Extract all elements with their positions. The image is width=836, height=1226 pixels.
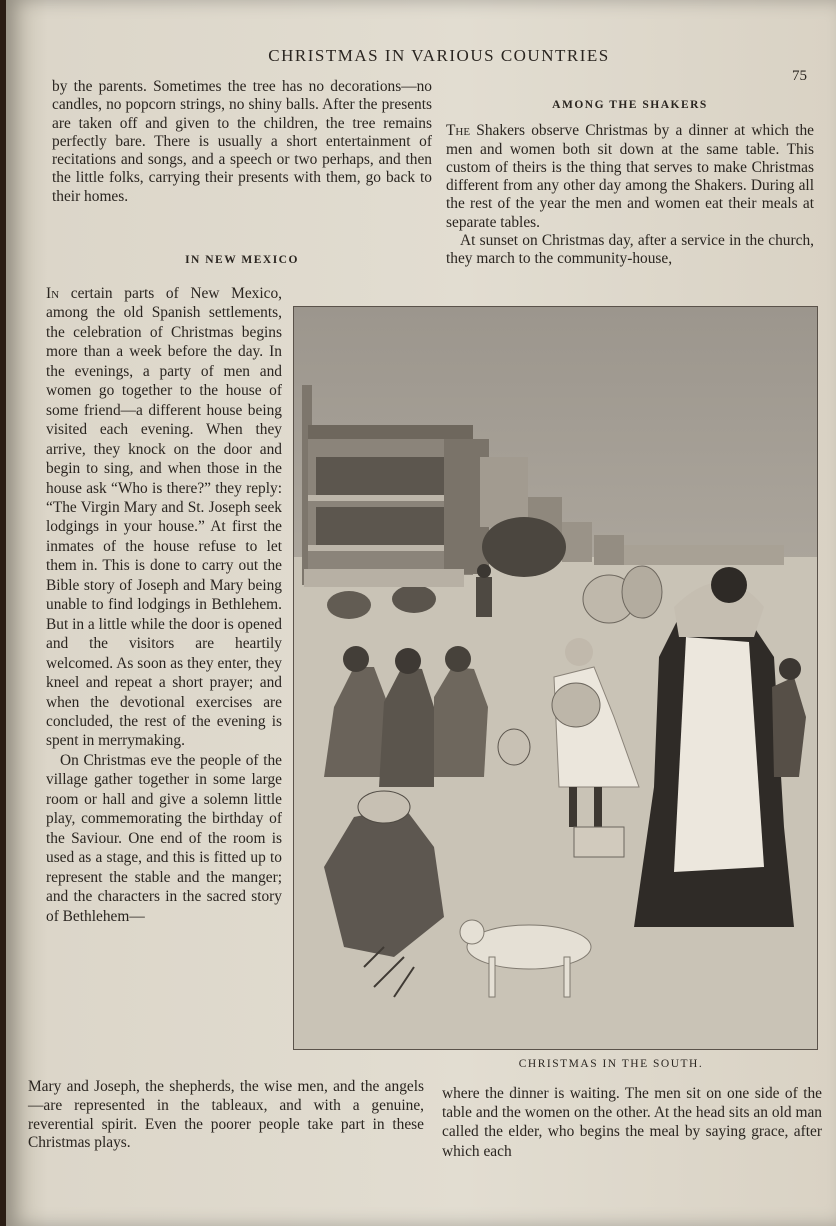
page-number: 75 — [792, 68, 807, 84]
paragraph-text: certain parts of New Mexico, among the old Spanish settlements, the celebration of Christmas begins more than a week before the day. In the evenings, a party of men and women go together to the house of some friend—a different house being visited each evening. When they arrive, they knock on the door and begin to sing, and when those in the house ask “Who is there?” they reply: “The Virgin Mary and St. Joseph seek lodgings in your house.” At first the inmates of the house refuse to let them in. This is done to carry out the Bible story of Joseph and Mary being unable to find lodgings in Bethlehem. But in a little while the door is opened and the visitors are heartily welcomed. As soon as they enter, they kneel and repeat a short prayer; and when the devotional exercises are concluded, the rest of the evening is spent in merrymaking. — [46, 285, 282, 750]
left-column-bottom — [28, 1078, 424, 1153]
right-column-top — [446, 96, 814, 269]
paragraph-christmas-eve: On Christmas eve the people of the village gather together in some large room or hall and give a solemn little play, commemorating the birthday of the Saviour. One end of the room is used as a stage, and this is fitted up to represent the stable and the manger; and the characters in the sacred story of Bethlehem— — [46, 751, 282, 925]
paragraph-dinner-waiting: where the dinner is waiting. The men sit on one side of the table and the women on the other. At the head sits an old man called the elder, who begins the meal by saying grace, after which each — [442, 1085, 822, 1160]
running-title: CHRISTMAS IN VARIOUS COUNTRIES — [268, 46, 610, 65]
fence — [304, 569, 464, 587]
paragraph-parents: by the parents. Sometimes the tree has no decorations—no candles, no popcorn strings, no shiny balls. After the presents are taken off and given to the children, the tree remains perfectly bare. There is usually a short entertainment of recitations and songs, and a speech or two perhaps, and then the little folks, carrying their presents with them, go back to their homes. — [52, 78, 432, 205]
left-column-top — [52, 78, 432, 206]
illustration-caption: CHRISTMAS IN THE SOUTH. — [518, 1058, 704, 1070]
paragraph-tableaux: Mary and Joseph, the shepherds, the wise men, and the angels—are represented in the tableaux, and with a genuine, reverential spirit. Even the poorer people take part in these Christmas plays. — [28, 1078, 424, 1152]
paragraph-text: Shakers observe Christmas by a dinner at which the men and women both sit down at the same table. This custom of theirs is the thing that serves to make Christmas different from any other day among the Shakers. During all the rest of the year the men and women eat their meals at separate tables. — [446, 122, 814, 231]
section-heading-shakers: AMONG THE SHAKERS — [552, 99, 708, 111]
basket — [574, 827, 624, 857]
book-page — [6, 0, 836, 1226]
drop-word: The — [446, 122, 471, 140]
trees — [482, 517, 566, 577]
shrubs — [392, 585, 436, 613]
right-column-bottom — [442, 1084, 822, 1161]
paragraph-new-mexico — [46, 284, 282, 751]
drop-word: In — [46, 285, 60, 302]
section-heading-new-mexico: IN NEW MEXICO — [185, 254, 299, 266]
paragraph-sunset: At sunset on Christmas day, after a service in the church, they march to the community-house, — [446, 232, 814, 268]
new-mexico-column — [46, 284, 282, 926]
walking-figure — [476, 564, 492, 617]
illustration-christmas-south — [293, 306, 818, 1050]
paragraph-shakers-dinner — [446, 122, 814, 232]
illustration-drawing — [294, 307, 817, 1049]
